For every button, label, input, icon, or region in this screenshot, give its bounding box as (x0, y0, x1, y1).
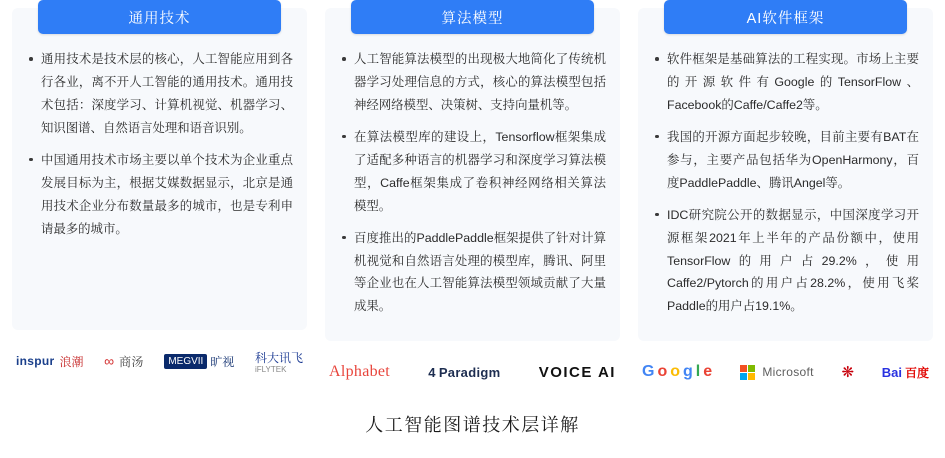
list-item: IDC研究院公开的数据显示，中国深度学习开源框架2021年上半年的产品份额中，使用TensorFlow的用户占29.2%，使用Caffe2/Pytorch的用户占28.2%，使用飞桨Paddle的用户占19.1%。 (652, 204, 919, 319)
card-algorithm-model (325, 8, 620, 341)
card-ai-software-framework (638, 8, 933, 341)
voiceai-logo: VOICE AI (538, 363, 616, 381)
megvii-logo: MEGVII 旷视 (164, 353, 234, 370)
list-item: 中国通用技术市场主要以单个技术为企业重点发展目标为主，根据艾媒数据显示，北京是通用技术企业分布数量最多的城市，也是专利申请最多的城市。 (26, 149, 293, 241)
column-algorithm-model (325, 8, 620, 395)
column-ai-software-framework (638, 8, 933, 395)
list-item: 我国的开源方面起步较晚，目前主要有BAT在参与，主要产品包括华为OpenHarmony，百度PaddlePaddle、腾讯Angel等。 (652, 126, 919, 195)
google-logo: G o o g l e (642, 363, 713, 381)
list-item: 在算法模型库的建设上，Tensorflow框架集成了适配多种语言的机器学习和深度学习算法模型，Caffe框架集成了卷积神经网络相关算法模型。 (339, 126, 606, 218)
logo-row-general-technology (12, 338, 307, 384)
card-title: 算法模型 (441, 10, 504, 27)
microsoft-logo: Microsoft (740, 365, 814, 381)
bullet-list (26, 48, 293, 241)
list-item: 通用技术是技术层的核心，人工智能应用到各行各业，离不开人工智能的通用技术。通用技术包括：深度学习、计算机视觉、机器学习、知识图谱、自然语言处理和语音识别。 (26, 48, 293, 140)
card-header-algorithm-model (351, 0, 594, 34)
alphabet-logo: Alphabet (329, 363, 391, 381)
card-general-technology (12, 8, 307, 330)
microsoft-squares-icon (740, 365, 756, 381)
list-item: 百度推出的PaddlePaddle框架提供了针对计算机视觉和自然语言处理的模型库，腾讯、阿里等企业也在人工智能算法模型领域贡献了大量成果。 (339, 227, 606, 319)
iflytek-logo: 科大讯飞 iFLYTEK (254, 350, 303, 374)
card-title: 通用技术 (128, 10, 191, 27)
list-item: 软件框架是基础算法的工程实现。市场上主要的开源软件有Google的TensorFlow、Facebook的Caffe/Caffe2等。 (652, 48, 919, 117)
bullet-list (652, 48, 919, 318)
page-title: 人工智能图谱技术层详解 (365, 415, 580, 436)
inspur-logo: inspur 浪潮 (16, 354, 84, 369)
logo-row-ai-software-framework (638, 349, 933, 395)
list-item: 人工智能算法模型的出现极大地简化了传统机器学习处理信息的方式，核心的算法模型包括神经网络模型、决策树、支持向量机等。 (339, 48, 606, 117)
huawei-logo (841, 363, 854, 381)
column-general-technology (12, 8, 307, 395)
bullet-list (339, 48, 606, 318)
fourth-paradigm-logo: 4 Paradigm (428, 364, 501, 380)
card-header-general-technology (38, 0, 281, 34)
logo-row-algorithm-model (325, 349, 620, 395)
huawei-flower-icon: ❋ (841, 364, 855, 382)
card-header-ai-software-framework (664, 0, 907, 34)
baidu-logo: Bai 百度 (881, 364, 929, 380)
card-title: AI软件框架 (746, 10, 825, 27)
sensetime-logo: ∞ 商汤 (104, 353, 144, 369)
